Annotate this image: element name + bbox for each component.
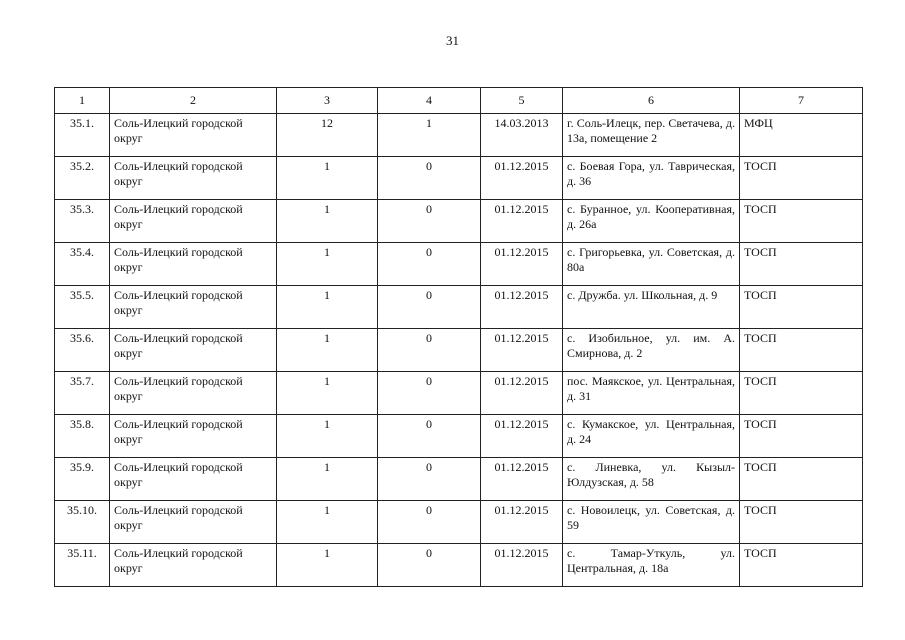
office-type-cell: ТОСП (740, 458, 863, 501)
open-date-cell: 01.12.2015 (481, 544, 563, 587)
windows-count-cell: 1 (277, 243, 378, 286)
windows-count-cell: 1 (277, 544, 378, 587)
open-date-cell: 01.12.2015 (481, 200, 563, 243)
table-row (55, 114, 863, 157)
column-header-1: 1 (55, 88, 110, 114)
address-cell: с. Линевка, ул. Кызыл-Юлдузская, д. 58 (563, 458, 740, 501)
municipality-cell: Соль-Илецкий городской округ (110, 372, 277, 415)
address-cell: с. Дружба. ул. Школьная, д. 9 (563, 286, 740, 329)
open-date-cell: 01.12.2015 (481, 157, 563, 200)
row-number-cell: 35.4. (55, 243, 110, 286)
address-cell: г. Соль-Илецк, пер. Светачева, д. 13а, помещение 2 (563, 114, 740, 157)
registry-table (54, 87, 863, 587)
page-number: 31 (446, 33, 459, 48)
address-cell: с. Григорьевка, ул. Советская, д. 80а (563, 243, 740, 286)
address-cell: с. Тамар-Уткуль, ул. Центральная, д. 18а (563, 544, 740, 587)
windows-count-cell: 1 (277, 157, 378, 200)
open-date-cell: 01.12.2015 (481, 501, 563, 544)
column-header-2: 2 (110, 88, 277, 114)
extra-count-cell: 0 (378, 501, 481, 544)
office-type-cell: ТОСП (740, 501, 863, 544)
table-row (55, 458, 863, 501)
windows-count-cell: 1 (277, 415, 378, 458)
row-number-cell: 35.2. (55, 157, 110, 200)
open-date-cell: 01.12.2015 (481, 372, 563, 415)
address-cell: с. Изобильное, ул. им. А. Смирнова, д. 2 (563, 329, 740, 372)
office-type-cell: ТОСП (740, 243, 863, 286)
table-row (55, 329, 863, 372)
windows-count-cell: 1 (277, 286, 378, 329)
extra-count-cell: 0 (378, 243, 481, 286)
extra-count-cell: 0 (378, 329, 481, 372)
municipality-cell: Соль-Илецкий городской округ (110, 286, 277, 329)
municipality-cell: Соль-Илецкий городской округ (110, 329, 277, 372)
extra-count-cell: 0 (378, 286, 481, 329)
extra-count-cell: 1 (378, 114, 481, 157)
office-type-cell: ТОСП (740, 372, 863, 415)
windows-count-cell: 12 (277, 114, 378, 157)
header-row (55, 88, 863, 114)
open-date-cell: 01.12.2015 (481, 458, 563, 501)
address-cell: с. Буранное, ул. Кооперативная, д. 26а (563, 200, 740, 243)
address-cell: с. Новоилецк, ул. Советская, д. 59 (563, 501, 740, 544)
office-type-cell: ТОСП (740, 157, 863, 200)
office-type-cell: ТОСП (740, 544, 863, 587)
address-cell: с. Кумакское, ул. Центральная, д. 24 (563, 415, 740, 458)
windows-count-cell: 1 (277, 458, 378, 501)
column-header-6: 6 (563, 88, 740, 114)
table-body (55, 114, 863, 587)
row-number-cell: 35.9. (55, 458, 110, 501)
extra-count-cell: 0 (378, 200, 481, 243)
table-row (55, 501, 863, 544)
office-type-cell: ТОСП (740, 200, 863, 243)
table-row (55, 243, 863, 286)
municipality-cell: Соль-Илецкий городской округ (110, 415, 277, 458)
table-row (55, 544, 863, 587)
row-number-cell: 35.8. (55, 415, 110, 458)
row-number-cell: 35.6. (55, 329, 110, 372)
table-row (55, 415, 863, 458)
windows-count-cell: 1 (277, 200, 378, 243)
row-number-cell: 35.1. (55, 114, 110, 157)
office-type-cell: ТОСП (740, 286, 863, 329)
address-cell: пос. Маякское, ул. Центральная, д. 31 (563, 372, 740, 415)
windows-count-cell: 1 (277, 329, 378, 372)
row-number-cell: 35.5. (55, 286, 110, 329)
row-number-cell: 35.7. (55, 372, 110, 415)
column-header-7: 7 (740, 88, 863, 114)
office-type-cell: МФЦ (740, 114, 863, 157)
table-row (55, 200, 863, 243)
windows-count-cell: 1 (277, 372, 378, 415)
column-header-4: 4 (378, 88, 481, 114)
extra-count-cell: 0 (378, 415, 481, 458)
open-date-cell: 01.12.2015 (481, 286, 563, 329)
office-type-cell: ТОСП (740, 415, 863, 458)
municipality-cell: Соль-Илецкий городской округ (110, 243, 277, 286)
municipality-cell: Соль-Илецкий городской округ (110, 458, 277, 501)
column-header-5: 5 (481, 88, 563, 114)
extra-count-cell: 0 (378, 372, 481, 415)
open-date-cell: 01.12.2015 (481, 243, 563, 286)
open-date-cell: 01.12.2015 (481, 415, 563, 458)
extra-count-cell: 0 (378, 544, 481, 587)
municipality-cell: Соль-Илецкий городской округ (110, 157, 277, 200)
row-number-cell: 35.3. (55, 200, 110, 243)
table-row (55, 157, 863, 200)
extra-count-cell: 0 (378, 157, 481, 200)
municipality-cell: Соль-Илецкий городской округ (110, 501, 277, 544)
address-cell: с. Боевая Гора, ул. Таврическая, д. 36 (563, 157, 740, 200)
open-date-cell: 14.03.2013 (481, 114, 563, 157)
table-row (55, 286, 863, 329)
municipality-cell: Соль-Илецкий городской округ (110, 544, 277, 587)
column-header-3: 3 (277, 88, 378, 114)
windows-count-cell: 1 (277, 501, 378, 544)
row-number-cell: 35.10. (55, 501, 110, 544)
office-type-cell: ТОСП (740, 329, 863, 372)
table-row (55, 372, 863, 415)
municipality-cell: Соль-Илецкий городской округ (110, 114, 277, 157)
municipality-cell: Соль-Илецкий городской округ (110, 200, 277, 243)
row-number-cell: 35.11. (55, 544, 110, 587)
open-date-cell: 01.12.2015 (481, 329, 563, 372)
extra-count-cell: 0 (378, 458, 481, 501)
